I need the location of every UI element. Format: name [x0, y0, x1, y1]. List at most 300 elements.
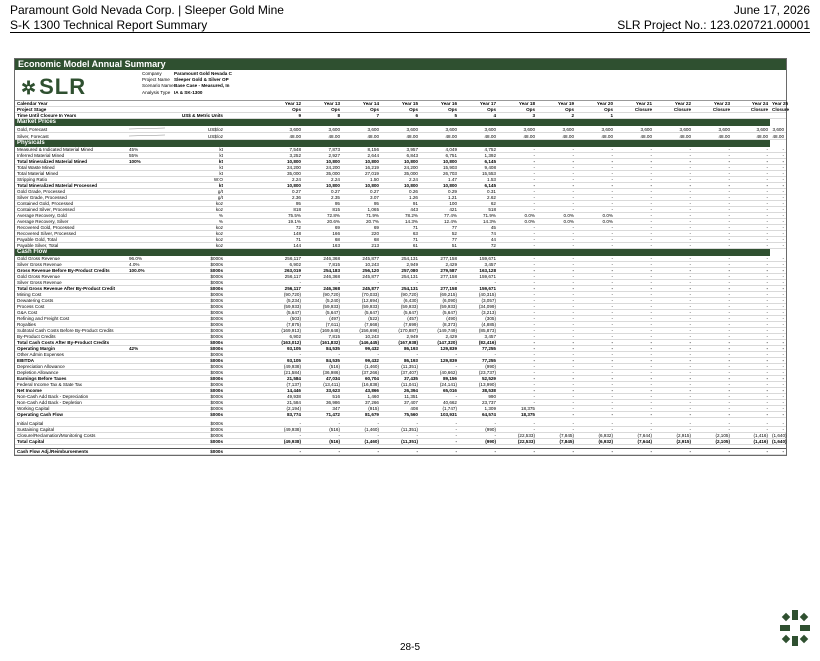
value-cell: - — [615, 165, 654, 171]
value-cell: - — [615, 231, 654, 237]
value-cell: - — [615, 195, 654, 201]
value-cell: 74 — [459, 231, 498, 237]
value-cell: - — [770, 280, 786, 286]
value-cell: - — [459, 449, 498, 455]
metadata-key: Company — [142, 71, 162, 76]
value-cell: 818 — [264, 207, 303, 213]
value-cell: 0.0% — [537, 213, 576, 219]
value-cell: - — [576, 328, 615, 334]
row-label: Total Mineralized Material Processed — [15, 183, 127, 189]
value-cell: 63 — [381, 231, 420, 237]
value-cell: 129,839 — [420, 346, 459, 352]
value-cell: 2,949 — [381, 262, 420, 268]
value-cell: - — [498, 147, 537, 153]
row-percent: 100% — [127, 159, 167, 165]
value-cell: - — [770, 165, 786, 171]
value-cell: 71 — [381, 225, 420, 231]
value-cell: 77,255 — [459, 346, 498, 352]
value-cell: 213 — [342, 243, 381, 249]
value-cell: - — [576, 207, 615, 213]
value-cell: 254,131 — [381, 274, 420, 280]
row-unit: $000s — [167, 412, 225, 418]
value-cell: - — [732, 382, 770, 388]
value-cell: - — [303, 433, 342, 439]
value-cell: - — [770, 274, 786, 280]
value-cell: - — [693, 316, 732, 322]
value-cell: - — [770, 427, 786, 433]
value-cell: 10,800 — [264, 183, 303, 189]
value-cell: - — [537, 274, 576, 280]
value-cell: - — [732, 298, 770, 304]
value-cell: 2,927 — [303, 153, 342, 159]
row-percent: 45% — [127, 147, 167, 153]
sheet-logo-area — [15, 70, 786, 101]
value-cell: 4,049 — [420, 147, 459, 153]
value-cell: - — [770, 394, 786, 400]
row-label: Total Cash Costs After By-Product Credits — [15, 340, 127, 346]
value-cell: 1 — [576, 113, 615, 119]
value-cell: - — [264, 280, 303, 286]
value-cell: (8,373) — [420, 322, 459, 328]
value-cell: 69 — [303, 225, 342, 231]
value-cell: - — [576, 201, 615, 207]
value-cell: (59,933) — [420, 304, 459, 310]
value-cell: - — [654, 304, 693, 310]
value-cell: 7 — [342, 113, 381, 119]
value-cell: - — [576, 237, 615, 243]
value-cell: (156,698) — [342, 328, 381, 334]
value-cell: - — [654, 328, 693, 334]
value-cell: - — [498, 346, 537, 352]
value-cell: - — [537, 177, 576, 183]
value-cell: - — [615, 207, 654, 213]
value-cell: 86,193 — [381, 358, 420, 364]
value-cell: 48.00 — [264, 133, 303, 140]
value-cell: - — [381, 449, 420, 455]
value-cell: 48.00 — [693, 133, 732, 140]
value-cell: Year 17 — [459, 101, 498, 107]
value-cell: (305) — [459, 316, 498, 322]
value-cell: - — [537, 304, 576, 310]
value-cell: - — [498, 328, 537, 334]
value-cell: (59,933) — [303, 304, 342, 310]
value-cell: - — [732, 195, 770, 201]
value-cell: - — [498, 352, 537, 358]
value-cell: 7,815 — [303, 262, 342, 268]
value-cell: 3,600 — [264, 126, 303, 133]
value-cell: - — [615, 213, 654, 219]
value-cell: (6,932) — [576, 433, 615, 439]
value-cell: (6,090) — [420, 298, 459, 304]
value-cell: 10,243 — [342, 334, 381, 340]
row-unit: g/t — [167, 195, 225, 201]
value-cell: 40,662 — [420, 400, 459, 406]
value-cell: - — [615, 412, 654, 418]
value-cell: - — [732, 449, 770, 455]
value-cell: - — [693, 286, 732, 292]
row-unit: $000s — [167, 256, 225, 262]
value-cell: 516 — [303, 394, 342, 400]
value-cell: - — [576, 376, 615, 382]
value-cell: - — [498, 201, 537, 207]
row-unit: $000s — [167, 364, 225, 370]
value-cell: - — [498, 334, 537, 340]
value-cell: (503) — [264, 316, 303, 322]
sheet-title: Economic Model Annual Summary — [15, 59, 786, 70]
value-cell: (5,647) — [303, 310, 342, 316]
value-cell: - — [537, 153, 576, 159]
value-cell: - — [654, 352, 693, 358]
row-label: Average Recovery, Gold — [15, 213, 127, 219]
value-cell: - — [498, 231, 537, 237]
value-cell: Ops — [498, 107, 537, 113]
value-cell: 47,034 — [303, 376, 342, 382]
value-cell: - — [615, 219, 654, 225]
value-cell: 18,375 — [498, 406, 537, 412]
value-cell: - — [381, 433, 420, 439]
value-cell: 10,800 — [420, 159, 459, 165]
value-cell: - — [732, 225, 770, 231]
row-unit: % — [167, 219, 225, 225]
value-cell: - — [770, 449, 786, 455]
value-cell: - — [576, 394, 615, 400]
value-cell: - — [615, 256, 654, 262]
blank-cell — [225, 133, 264, 140]
value-cell: - — [381, 280, 420, 286]
value-cell: 2.35 — [303, 195, 342, 201]
table-row — [15, 449, 786, 455]
value-cell: - — [615, 370, 654, 376]
value-cell: - — [770, 219, 786, 225]
value-cell: - — [615, 358, 654, 364]
value-cell: (990) — [459, 439, 498, 445]
value-cell: Closure — [615, 107, 654, 113]
value-cell: (22,533) — [498, 439, 537, 445]
value-cell: - — [732, 274, 770, 280]
value-cell: - — [576, 334, 615, 340]
value-cell: - — [576, 352, 615, 358]
value-cell: (149,749) — [420, 328, 459, 334]
value-cell: 16,219 — [342, 165, 381, 171]
value-cell: - — [654, 364, 693, 370]
header-company-project: Paramount Gold Nevada Corp. | Sleeper Gold Mine — [10, 3, 284, 17]
value-cell: - — [693, 177, 732, 183]
value-cell: - — [537, 225, 576, 231]
header-report-title: S-K 1300 Technical Report Summary — [10, 18, 208, 32]
value-cell: - — [770, 346, 786, 352]
value-cell: - — [576, 280, 615, 286]
value-cell: 69 — [342, 225, 381, 231]
value-cell: - — [732, 310, 770, 316]
section-header-row — [15, 119, 786, 127]
row-unit: $000s — [167, 388, 225, 394]
value-cell: 71.9% — [459, 213, 498, 219]
value-cell: - — [576, 195, 615, 201]
value-cell: - — [576, 153, 615, 159]
value-cell: (40,315) — [459, 292, 498, 298]
value-cell: 163 — [303, 243, 342, 249]
value-cell: - — [732, 346, 770, 352]
value-cell: 48.00 — [342, 133, 381, 140]
value-cell: - — [770, 189, 786, 195]
value-cell: 3,600 — [576, 126, 615, 133]
value-cell: - — [770, 183, 786, 189]
row-unit: $000s — [167, 427, 225, 433]
value-cell: - — [770, 322, 786, 328]
value-cell: 71,472 — [303, 412, 342, 418]
row-label: Silver Gross Revenue — [15, 262, 127, 268]
value-cell: - — [576, 400, 615, 406]
value-cell: - — [693, 159, 732, 165]
value-cell: - — [537, 382, 576, 388]
value-cell: 277,158 — [420, 256, 459, 262]
value-cell: 14,446 — [264, 388, 303, 394]
value-cell: - — [654, 231, 693, 237]
value-cell: - — [615, 268, 654, 274]
value-cell: 3,600 — [654, 126, 693, 133]
value-cell: (2,915) — [654, 433, 693, 439]
value-cell: 21,584 — [264, 400, 303, 406]
value-cell: Year 25 — [772, 101, 789, 106]
value-cell: (169,648) — [303, 328, 342, 334]
row-unit: $000s — [167, 376, 225, 382]
value-cell: 14.3% — [459, 219, 498, 225]
value-cell: - — [576, 346, 615, 352]
blank-cell — [225, 449, 264, 455]
value-cell: (6,430) — [381, 298, 420, 304]
value-cell: (37,266) — [342, 370, 381, 376]
value-cell: (40,662) — [420, 370, 459, 376]
value-cell: 20.6% — [303, 219, 342, 225]
value-cell: - — [770, 310, 786, 316]
value-cell: 48.00 — [576, 133, 615, 140]
value-cell: - — [498, 340, 537, 346]
value-cell: - — [342, 449, 381, 455]
value-cell: (85,873) — [459, 328, 498, 334]
value-cell: - — [732, 213, 770, 219]
value-cell: - — [732, 364, 770, 370]
value-cell: - — [693, 280, 732, 286]
value-cell: - — [537, 286, 576, 292]
value-cell: (16,838) — [342, 382, 381, 388]
row-label: Total Waste Mined — [15, 165, 127, 171]
value-cell: - — [654, 147, 693, 153]
value-cell: - — [654, 370, 693, 376]
value-cell: - — [537, 165, 576, 171]
row-percent: 100.0% — [127, 268, 167, 274]
value-cell: 0.29 — [420, 189, 459, 195]
value-cell: - — [498, 316, 537, 322]
value-cell: - — [537, 256, 576, 262]
row-percent: 42% — [127, 346, 167, 352]
value-cell: - — [770, 316, 786, 322]
value-cell: - — [498, 183, 537, 189]
value-cell: - — [264, 433, 303, 439]
value-cell: 44 — [459, 237, 498, 243]
value-cell: - — [615, 153, 654, 159]
value-cell: - — [498, 400, 537, 406]
row-unit: $000s — [167, 400, 225, 406]
value-cell: - — [420, 433, 459, 439]
value-cell: - — [498, 286, 537, 292]
value-cell: (1,460) — [342, 364, 381, 370]
value-cell: 65,016 — [420, 388, 459, 394]
value-cell: - — [576, 225, 615, 231]
value-cell: 2.24 — [381, 177, 420, 183]
value-cell: - — [732, 340, 770, 346]
value-cell: - — [770, 231, 786, 237]
value-cell: (49,938) — [264, 364, 303, 370]
value-cell: - — [654, 280, 693, 286]
value-cell: 3,600 — [693, 126, 732, 133]
value-cell: 5 — [420, 113, 459, 119]
value-cell: - — [693, 183, 732, 189]
value-cell: 24,200 — [264, 165, 303, 171]
value-cell: 3,600 — [537, 126, 576, 133]
value-cell: Ops — [537, 107, 576, 113]
value-cell: 1.47 — [420, 177, 459, 183]
value-cell: - — [537, 147, 576, 153]
value-cell: 10,243 — [342, 262, 381, 268]
value-cell: - — [576, 316, 615, 322]
value-cell: 6,751 — [420, 153, 459, 159]
value-cell: - — [498, 376, 537, 382]
value-cell: 277,158 — [420, 286, 459, 292]
value-cell: - — [576, 406, 615, 412]
value-cell: 159,671 — [459, 256, 498, 262]
row-unit: % — [167, 213, 225, 219]
value-cell: - — [420, 394, 459, 400]
row-label: Total Gross Revenue After By-Product Credit — [15, 286, 127, 292]
value-cell: - — [498, 225, 537, 231]
value-cell: - — [770, 147, 786, 153]
value-cell: - — [615, 406, 654, 412]
value-cell: - — [537, 352, 576, 358]
value-cell: - — [654, 274, 693, 280]
value-cell: 0.27 — [342, 189, 381, 195]
value-cell: - — [654, 268, 693, 274]
value-cell: Ops — [264, 107, 303, 113]
value-cell: - — [576, 304, 615, 310]
value-cell: 159,671 — [459, 286, 498, 292]
value-cell: 7,548 — [264, 147, 303, 153]
row-label: Silver Gross Revenue — [15, 280, 127, 286]
row-unit: $000s — [167, 322, 225, 328]
value-cell: - — [732, 189, 770, 195]
value-cell: 18,375 — [498, 412, 537, 418]
row-unit: $000s — [167, 340, 225, 346]
value-cell: - — [693, 388, 732, 394]
value-cell: - — [770, 421, 786, 427]
value-cell: - — [693, 352, 732, 358]
value-cell: (5,647) — [342, 310, 381, 316]
row-label: Non-Cash Add Back - Depreciation — [15, 394, 127, 400]
value-cell: 72 — [264, 225, 303, 231]
value-cell: - — [615, 340, 654, 346]
value-cell: 159,671 — [459, 274, 498, 280]
value-cell: 77,255 — [459, 358, 498, 364]
value-cell: (5,647) — [264, 310, 303, 316]
value-cell: 2.24 — [303, 177, 342, 183]
value-cell: - — [576, 274, 615, 280]
value-cell: - — [498, 189, 537, 195]
value-cell: 2 — [537, 113, 576, 119]
value-cell: (59,933) — [264, 304, 303, 310]
value-cell: - — [693, 412, 732, 418]
value-cell: - — [537, 322, 576, 328]
value-cell: - — [576, 292, 615, 298]
value-cell: 77 — [420, 225, 459, 231]
value-cell: - — [615, 316, 654, 322]
value-cell: (11,351) — [381, 427, 420, 433]
value-cell: - — [732, 370, 770, 376]
value-cell: - — [576, 183, 615, 189]
value-cell: - — [498, 177, 537, 183]
value-cell: - — [615, 346, 654, 352]
value-cell: 1,065 — [342, 207, 381, 213]
value-cell: (90,720) — [264, 292, 303, 298]
row-label: Contained Silver, Processed — [15, 207, 127, 213]
value-cell: 0.0% — [498, 219, 537, 225]
slr-logo — [21, 74, 86, 100]
value-cell: - — [498, 237, 537, 243]
value-cell: (12,694) — [342, 298, 381, 304]
value-cell: - — [770, 292, 786, 298]
value-cell: - — [615, 262, 654, 268]
value-cell: - — [498, 310, 537, 316]
value-cell: - — [381, 421, 420, 427]
value-cell: - — [537, 358, 576, 364]
value-cell: - — [770, 153, 786, 159]
value-cell: - — [732, 286, 770, 292]
row-label: Payable Gold, Total — [15, 237, 127, 243]
value-cell: - — [732, 147, 770, 153]
value-cell: - — [732, 262, 770, 268]
value-cell: 64,574 — [459, 412, 498, 418]
row-label: Contained Gold, Processed — [15, 201, 127, 207]
value-cell: (11,041) — [381, 382, 420, 388]
value-cell: - — [615, 159, 654, 165]
value-cell: 246,368 — [303, 256, 342, 262]
value-cell: - — [615, 201, 654, 207]
value-cell: 166 — [303, 231, 342, 237]
value-cell: - — [576, 147, 615, 153]
value-cell: - — [732, 406, 770, 412]
row-label: Gold Gross Revenue — [15, 274, 127, 280]
value-cell: (49,938) — [264, 439, 303, 445]
value-cell: 518 — [459, 207, 498, 213]
row-label: Other Admin Expenses — [15, 352, 127, 358]
value-cell: - — [576, 370, 615, 376]
value-cell: 2.62 — [459, 195, 498, 201]
value-cell: (990) — [459, 364, 498, 370]
value-cell: - — [654, 207, 693, 213]
value-cell: - — [498, 159, 537, 165]
value-cell: 256,117 — [264, 286, 303, 292]
value-cell: (82,416) — [459, 340, 498, 346]
value-cell: - — [342, 280, 381, 286]
value-cell: 148 — [264, 231, 303, 237]
value-cell: - — [576, 268, 615, 274]
value-cell: - — [537, 243, 576, 249]
value-cell: - — [264, 352, 303, 358]
value-cell: (34,099) — [459, 304, 498, 310]
value-cell: - — [537, 340, 576, 346]
row-label: Total Capital — [15, 439, 127, 445]
value-cell: 2.24 — [264, 177, 303, 183]
row-unit: kt — [167, 183, 225, 189]
row-percent: 4.0% — [127, 262, 167, 268]
